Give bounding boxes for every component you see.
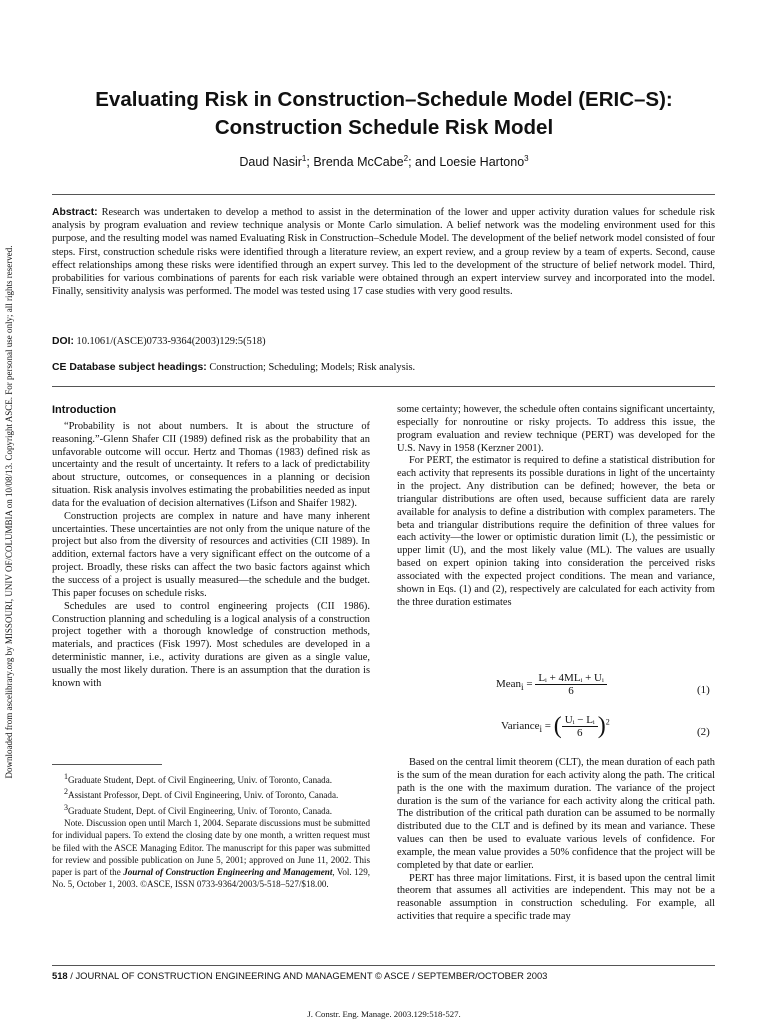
title-line-2: Construction Schedule Risk Model [214,116,554,139]
page-number: 518 [52,970,68,981]
equation-1: Mean$_i$ = $\frac{\text{Lᵢ + 4MLᵢ + Uᵢ}}{6}$ [496,672,607,697]
section-heading: Introduction [52,404,117,416]
footnote-text: Graduate Student, Dept. of Civil Engineering, Univ. of Toronto, Canada. [68,805,333,816]
equation-number: (2) [697,726,710,738]
citation: J. Constr. Eng. Manage. 2003.129:518-527. [307,1009,461,1019]
author-name: Daud Nasir [239,155,302,170]
abstract-label: Abstract: [52,207,98,218]
subject-headings [52,362,415,373]
footnote-mark: 3 [64,802,68,812]
journal-footer: / JOURNAL OF CONSTRUCTION ENGINEERING AND MANAGEMENT © ASCE / SEPTEMBER/OCTOBER 2003 [67,970,548,981]
footnote-mark: 1 [64,772,68,781]
journal-name: Journal of Construction Engineering and Management [123,867,333,878]
author-list: Daud Nasir$^1$; Brenda McCabe$^2$; and Loesie Hartono$^3$ [239,154,529,170]
paragraph: Schedules are used to control engineering projects (CII 1986). Construction planning and scheduling is a logical analysis of a construction project together with a thorough knowledge of construction methods, materials, and practices (Fisk 1997). Most schedules are developed in a deterministic manner, i.e., activity durations are given as a single value, usually the most likely duration. There is an assumption that the duration is known with [52,600,370,689]
footer-divider [52,965,715,966]
paragraph: “Probability is not about numbers. It is about the structure of reasoning.”-Glenn Shafer CII (1989) defined risk as the probability that an unfavorable outcome will occur. Hertz and Thomas (1983) defined risk as uncertainty and the result of uncertainty. It refers to a lack of predictability about structure, outcomes, or consequences in a planning or decision situation. Risk analysis involves estimating the probabilities needed as input data for the evaluation of decision alternatives (Lifson and Shaifer 1982). [52,420,370,509]
footnote-text: Graduate Student, Dept. of Civil Engineering, Univ. of Toronto, Canada. [68,775,333,786]
footnote [52,771,370,786]
doi [52,336,266,347]
divider [52,386,715,387]
title-line-1: Evaluating Risk in Construction–Schedule Model (ERIC–S): [95,88,673,111]
left-column [52,404,370,691]
running-footer [52,970,547,981]
right-column-continued [397,757,715,924]
paragraph: Construction projects are complex in nature and have many inherent uncertainties. These uncertainties are not only from the unique nature of the project but also from the diversity of resources and activities (CII 1989). In addition, external factors have a very significant effect on the outcome of a project. Broadly, these risks can affect the two basic factors against which the success of a project is usually measured—the schedule and the budget. This paper focuses on schedule risks. [52,510,370,599]
subject-value: Construction; Scheduling; Models; Risk analysis. [209,362,416,373]
submission-note: Note. Discussion open until March 1, 2004. Separate discussions must be submitted for individual papers. To extend the closing date by one month, a written request must be filed with the ASCE Managing Editor. The manuscript for this paper was submitted for review and possible publication on June 5, 2001; approved on June 11, 2002. This paper is part of the Journal of Construction Engineering and Management, Vol. 129, No. 5, October 1, 2003. ©ASCE, ISSN 0733-9364/2003/5-518–527/$18.00. [52,817,371,890]
footnote-mark: 2 [64,787,68,797]
paper-title [40,86,728,142]
download-notice: Downloaded from ascelibrary.org by MISSOURI, UNIV OF/COLUMBIA on 10/08/13. Copyright ASCE. For personal use only; all rights reserved. [4,245,14,779]
right-column [397,404,715,610]
equation-2: Variance$_i$ = ( $\frac{\text{Uᵢ − Lᵢ}}{6}$ )$^2$ [501,713,610,739]
footnote-text: Assistant Professor, Dept. of Civil Engineering, Univ. of Toronto, Canada. [68,790,339,801]
footnote [52,786,370,801]
paragraph: some certainty; however, the schedule often contains significant uncertainty, especially for nonroutine or risky projects. To address this issue, the program evaluation and review technique (PERT) was developed for the U.S. Navy in 1958 (Kerzner 2001). [397,404,715,454]
author-name: Loesie Hartono [439,155,525,170]
paragraph: For PERT, the estimator is required to define a statistical distribution for each activity that represents its possible durations in light of the uncertainty in the project. Any distribution can be defined; however, the beta or triangular distributions are often used, because sufficient data are rarely available for analysis to define a distribution with complex parameters. The beta and triangular distributions require the definition of three values for each activity—the lower or optimistic duration limit (L), the pessimistic or upper limit (U), and the most likely value (ML). The values are usually based on expert opinion taking into consideration the perceived risks associated with the expected project conditions. The mean and variance, shown in Eqs. (1) and (2), respectively are calculated for each activity from the three duration estimates [397,455,715,608]
divider [52,194,715,195]
paragraph: PERT has three major limitations. First, it is based upon the central limit theorem that assumes all activities are independent. This may not be a reasonable assumption in construction scheduling. For example, all activities that require a specific trade may [397,872,715,923]
author-affil: 3 [524,154,529,163]
equation-number: (1) [697,684,710,696]
author-name: Brenda McCabe [313,155,404,170]
abstract-text: Research was undertaken to develop a method to assist in the determination of the lower and upper activity duration values for schedule risk analysis by program evaluation and review technique analysis or Monte Carlo simulation. A belief network was the modeling environment used for this purpose, and the resulting model was named Evaluating Risk in Construction–Schedule Model. The development of the belief network model consisted of four steps. First, construction schedule risks were identified through a literature review, an expert review, and a group review by a team of experts. Second, cause effect relationships among these risks were identified through an expert survey. This led to the development of the structure of belief network model. Third, probabilities for various combinations of parents for each risk variable were obtained through an expert interview survey and incorporated into the model. Finally, sensitivity analysis was performed. The model was tested using 17 case studies with very good results. [52,207,715,298]
footnote [52,802,370,817]
footnote-divider [52,764,162,765]
subject-label: CE Database subject headings: [52,362,207,373]
paragraph: Based on the central limit theorem (CLT), the mean duration of each path is the sum of the mean duration for each activity along the path. The critical path is the one with the maximum duration. The variance of the project duration is the sum of the variance for each activity along the critical path. The distribution of the critical path duration can be assumed to be normally distributed due to the CLT and is defined by its mean and variance. These values can then be used to evaluate various levels of confidence. For example, the mean value provides a 50% confidence that the project will be completed by that date or earlier. [397,757,715,871]
abstract [52,206,715,298]
author-affil: 2 [403,154,409,163]
author-affil: 1 [301,154,307,163]
footnotes [52,771,370,891]
doi-label: DOI: [52,336,74,347]
doi-value[interactable]: 10.1061/(ASCE)0733-9364(2003)129:5(518) [76,336,266,347]
